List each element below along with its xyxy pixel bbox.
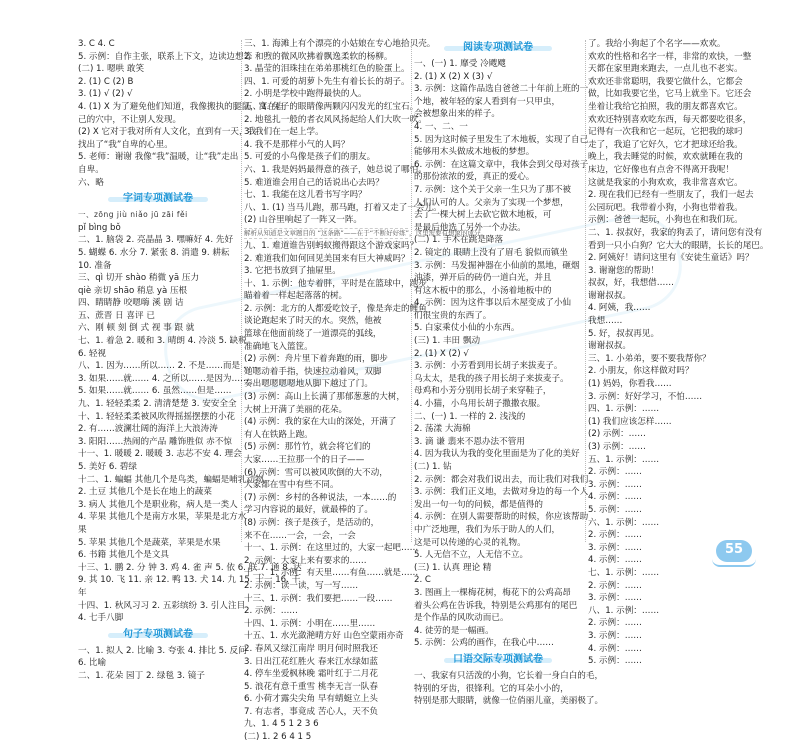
answer-line: 4. 示例：…… — [588, 492, 642, 503]
answer-line: (4) 示例：我的家在大山的深处，开满了 — [244, 417, 397, 428]
column-3 — [414, 38, 604, 707]
answer-line: 记得有一次我和它一起玩，它把我的球叼 — [588, 127, 743, 138]
answer-line: 欢欢的性格和名字一样，非常的欢快，一整 — [588, 51, 752, 62]
answer-line: 八、1. (1) 当马儿跑，那马跑，打着又走了一会儿。 — [244, 202, 442, 213]
answer-line: 年 — [78, 587, 87, 598]
section-title: 阅读专项测试卷 — [463, 42, 533, 53]
section-heading — [414, 40, 582, 56]
answer-line: 十二、1. 示例：有天里……有鱼……就是…… — [244, 568, 419, 579]
column-4 — [588, 38, 769, 667]
answer-line: 晚上，我去睡觉的时候，欢欢就睡在我的 — [588, 152, 743, 163]
answer-line: 特别的牙齿，很锋利。它的耳朵小小的， — [414, 683, 569, 694]
answer-line: 5. 示例：自作主张，联系上下文，边读边想等 — [78, 51, 253, 62]
answer-line: 2. 小明是学校中跑得最快的人。 — [244, 89, 367, 100]
answer-line: 2. 示例：读一读，写一写…… — [244, 580, 359, 591]
answer-line: 3. 示例：马发掘神器在小仙前的黑地，砸烟 — [414, 260, 580, 271]
answer-line: 3. 示例：…… — [588, 630, 642, 641]
answer-line: 5. 如果……就…… 6. 虽然……但是…… — [78, 386, 232, 397]
answer-line: 2. 阿姨好！请问这里有《安徒生童话》吗？ — [588, 253, 754, 264]
column-divider — [585, 40, 586, 542]
answer-line: 九、1. 难道谁告别蚂蚁搬得跟这个游戏家吗？ — [244, 240, 419, 251]
answer-line: 六、1. 示例：…… — [588, 517, 660, 528]
answer-line: 中广泛地理，我们为乐于助人的人们， — [414, 524, 561, 535]
section-title: 句子专项测试卷 — [123, 628, 193, 640]
answer-line: 四、1. 示例：…… — [588, 404, 660, 415]
answer-line: 2. 示例：…… — [244, 606, 298, 617]
answer-line: 4. 小猫，小鸟用长胡子撒撒衣服。 — [414, 399, 546, 410]
answer-line: 谢谢叔叔。 — [588, 290, 631, 301]
answer-line: 十二、1. 蝙蝠 其他几个是鸟类，蝙蝠是哺乳动物 — [78, 474, 264, 485]
answer-line: (二) 1. 钻 — [414, 462, 452, 472]
answer-line: 3. 示例：我们正义地，去做对身边的每一个人 — [414, 487, 589, 498]
section-title: 口语交际专项测试卷 — [453, 653, 543, 665]
answer-line: 2. 地毯扎一般的者衣风风扬起给人们大吹一吹。 — [244, 114, 427, 125]
answer-line: 二、1. 脑袋 2. 亮晶晶 3. 嘿嘛好 4. 先好 — [78, 235, 234, 246]
answer-line: 2. 土豆 其他几个是长在地上的蔬菜 — [78, 487, 212, 498]
answer-line: 奏出嗯嗯嗯嗯地从脚下越过了门。 — [244, 379, 373, 390]
answer-line: 5. 可爱的小鸟像是孩子们的朋友。 — [244, 152, 376, 163]
answer-line: 公园玩吧。我带着小狗，小狗也带着我。 — [588, 202, 743, 213]
answer-line: 7. 示例：这个关于父亲一生只为了那不被 — [414, 184, 572, 195]
section-heading — [78, 627, 238, 643]
answer-line: 七、1. 示例：…… — [588, 567, 660, 578]
answer-line: 谢谢叔叔。 — [588, 341, 631, 352]
answer-line: 三、1. 海滩上有个漂亮的小姑娘在专心地拾贝壳。 — [244, 39, 436, 49]
answer-line: 2. (1) X (2) X (3) √ — [414, 71, 493, 82]
answer-line: 六、1. 我是妈妈最得意的孩子，她总说了哪怕。 — [244, 164, 427, 175]
answer-line: 6. 示例：在这篇文章中，我体会到父母对孩子 — [414, 159, 589, 170]
answer-line: 二、1. 叔叔好，我家的狗丢了，请问您有没有 — [588, 227, 763, 238]
answer-line: 9. 其 10. 飞 11. 亲 12. 鸭 13. 犬 14. 九 15. 十一 16. 千 — [78, 575, 301, 586]
answer-line: 十四、1. 示例：小明在……里…… — [244, 618, 376, 629]
answer-line: 三、1. 小弟弟，要不要我帮你？ — [588, 353, 711, 364]
answer-line: 2. (1) C (2) B — [78, 76, 134, 87]
answer-line: 准确地飞入篮筐。 — [244, 341, 313, 352]
answer-line: 5. 美好 6. 碧绿 — [78, 462, 137, 472]
answer-line: (3) 示例：高山上长满了那郁葱葱的大树， — [244, 392, 405, 403]
answer-line: 6. 轻视 — [78, 348, 107, 359]
answer-line: 六、略 — [78, 177, 104, 188]
answer-line: 2. 现在我们已经有一些朋友了，我们一起去 — [588, 190, 754, 201]
answer-line: 5. 浪花有意千重雪 桃李无言一队春 — [244, 681, 378, 692]
answer-line: 3. C 4. C — [78, 39, 115, 49]
answer-line: 她嗯动着手指，快速拉动着风，双脚 — [244, 366, 382, 377]
answer-line: 床边，它好像也有点舍不得离开我呢！ — [588, 164, 735, 175]
answer-line: 3. 阳阳……热闹的产品 雕饰胜似 赤不惊 — [78, 436, 232, 447]
answer-line: 着头公鸡在告诉我，特别是公鸡那有的尾巴 — [414, 600, 578, 611]
answer-line: (三) 1. 丰田 飘动 — [414, 336, 481, 347]
answer-line: pǐ bìng bǒ — [78, 222, 121, 233]
answer-line: (三) 1. 认真 理论 精 — [414, 562, 492, 573]
answer-line: 7. 有志者，事竟成 苦心人，天不负 — [244, 706, 378, 717]
answer-line: 们很宝贵的东西了。 — [414, 310, 492, 321]
answer-line: 五、1. 示例：…… — [588, 454, 660, 465]
answer-line: 母鸡和小芳分别用长胡子来穿鞋子， — [414, 386, 552, 397]
answer-line: 我想…… — [588, 316, 623, 327]
answer-line: 2. 示例：…… — [588, 467, 642, 478]
answer-line: 3. 滴 谦 翡来不恩办法不管用 — [414, 436, 525, 447]
answer-line: 2. 示例：…… — [588, 618, 642, 629]
answer-line: 4. 七手八脚 — [78, 613, 124, 624]
answer-line: 2. (1) X (2) √ — [414, 348, 469, 359]
answer-line: 有人在铁路上跑。 — [244, 429, 313, 440]
page-number-decoration — [712, 559, 756, 567]
answer-line: qiè 亲切 shāo 稍息 yà 压根 — [78, 285, 188, 296]
answer-line: 八、1. 因为……所以…… 2. 不是……而是…… — [78, 361, 258, 372]
answer-line: (5) 示例：那竹竹，就会将它们的 — [244, 442, 371, 453]
answer-line: 二、1. 花朵 园丁 2. 绿毯 3. 镜子 — [78, 670, 205, 681]
answer-line: 2. 镜定的 眼睛上没有了眉毛 貌似而镇坐 — [414, 247, 568, 258]
answer-line: 2. 示例：大家上来有要求的…… — [244, 555, 367, 566]
answer-line: 看到一只小白狗？它大大的眼睛，长长的尾巴。 — [588, 240, 769, 251]
answer-line: 5. 示例：…… — [588, 656, 642, 667]
answer-line: (2) 示例：舟片里下着奔跑的雨，脚步 — [244, 354, 388, 365]
answer-line: 一、我家有只活泼的小狗，它长着一身白白的毛， — [414, 670, 604, 681]
answer-line: 坐着让我给它拍照，我的朋友都喜欢它。 — [588, 101, 743, 112]
answer-line: (7) 示例：乡村的各种说法，一本……的 — [244, 492, 397, 503]
answer-line: 3. 示例：…… — [588, 593, 642, 604]
answer-line: 十四、1. 秋风习习 2. 五彩缤纷 3. 引人注目 — [78, 600, 246, 611]
answer-line: 一、zōng jiù niǎo jū zāi fěi — [78, 210, 188, 220]
answer-line: 4. 停车坐爱枫林晚 霜叶红于二月花 — [244, 669, 378, 680]
answer-line: 瞄着着一样起起落落的树。 — [244, 291, 348, 302]
answer-line: 3. 示例：好好学习，不怕…… — [588, 391, 703, 402]
answer-line: 欢欢还非常聪明，我要它做什么，它都会 — [588, 76, 743, 87]
answer-line: 2. 示例：…… — [588, 580, 642, 591]
answer-line: (二) 1. 2 6 4 1 5 — [244, 732, 312, 743]
answer-line: 4. 示例：…… — [588, 643, 642, 654]
answer-line: 2. 有……波澜壮阔的海洋上大浪涛涛 — [78, 424, 218, 435]
answer-line: 10. 准备 — [78, 260, 112, 271]
answer-line: 3. 示例：这篇作品选自爸爸二十年前上班的一 — [414, 84, 589, 95]
answer-line: 十三、1. 鹏 2. 分 钟 3. 鸡 4. 雀 声 5. 依 6. 联 7. 通 8. 达 — [78, 562, 302, 573]
answer-line: 4. 因为我认为我的变化里面是为了化的美好 — [414, 449, 580, 460]
answer-line: 3. 晶莹的泪珠挂在弟弟那桃红色的脸蛋上。 — [244, 64, 410, 75]
answer-line: 能够用木头做成木地板的梦想。 — [414, 147, 535, 158]
answer-line: (8) 示例：孩子是孩子，是活动的， — [244, 517, 380, 528]
answer-line: 一、1. 拟人 2. 比喻 3. 夸张 4. 排比 5. 反问 — [78, 645, 247, 656]
answer-line: 九、1. 4 5 1 2 3 6 — [244, 719, 319, 730]
answer-line: 十五、1. 水光潋滟晴方好 山色空蒙雨亦奇 — [244, 631, 404, 642]
answer-line: 3. 日出江花红胜火 春来江水绿如蓝 — [244, 656, 378, 667]
answer-line: 2. 小朋友，你这样做对吗？ — [588, 366, 694, 377]
answer-line: (1) 我们应该怎样…… — [588, 416, 672, 427]
answer-line: 大家都在雪中有些不同。 — [244, 480, 339, 491]
answer-line: 3. 我们在一起上学。 — [244, 127, 324, 138]
answer-line: 2. 示例：…… — [588, 530, 642, 541]
answer-line: 4. 我不是那样小气的人吗？ — [244, 139, 350, 150]
answer-line: 3. 如果……就…… 4. 之所以……是因为…… — [78, 373, 249, 384]
answer-line: 大家……王拉那一个的日子—— — [244, 455, 365, 465]
answer-line: 2. 难道我们如何回见美国来有巨大神威吗？ — [244, 253, 410, 264]
answer-line: 4. 一、二、一 — [414, 121, 468, 132]
answer-line: 4. 示例：在别人需要帮助的时候，你应该帮助 — [414, 512, 589, 523]
answer-line: 5. 蝴蝶 6. 水分 7. 紧张 8. 消遣 9. 耕耘 — [78, 247, 230, 258]
answer-line: 2. C — [414, 575, 431, 586]
answer-line: 做，比如我要它坐，它马上就坐下。它还会 — [588, 89, 752, 100]
answer-line: 人们认可的人。父亲为了实现一个梦想， — [414, 197, 569, 208]
answer-line: 是最后他选了另外一个办法。 — [414, 222, 526, 233]
answer-line: 3. 它把书放到了抽屉里。 — [244, 266, 341, 277]
answer-line: 3. (1) √ (2) √ — [78, 89, 133, 100]
answer-line: 去了一棵大树上去砍它做木地板，可 — [414, 210, 552, 221]
column-divider — [241, 40, 242, 542]
answer-line: (2) 山谷里响起了一阵又一阵。 — [244, 215, 363, 226]
answer-line: 十一、1. 暖暖 2. 暖暖 3. 志芯不安 4. 理会 — [78, 449, 242, 460]
answer-line: 6. 书籍 其他几个是文具 — [78, 550, 170, 561]
answer-line: 来不在……一会，一会，一会 — [244, 530, 356, 541]
answer-line: 九、1. 轻轻柔柔 2. 清清楚楚 3. 安安全全 — [78, 399, 237, 410]
answer-line: 4. 阿姨，我…… — [588, 303, 651, 314]
answer-line: 七、1. 我能在这儿看书写字吗？ — [244, 190, 367, 201]
answer-line: 3. 示例：…… — [588, 542, 642, 553]
answer-line: 3. 病人 其他几个是职业称，病人是一类人 — [78, 499, 238, 510]
answer-line: 找出了“我”自卑的心里。 — [78, 139, 173, 150]
answer-line: 4. 徒劳的是一幅画。 — [414, 625, 494, 636]
answer-line: (6) 示例：雪可以被风吹倒的大不动， — [244, 467, 388, 478]
answer-line: 是个作品的风吹动而已。 — [414, 613, 509, 624]
answer-line: 果 — [78, 524, 87, 535]
answer-line: 5. 白家乘仗小仙的小东西。 — [414, 323, 520, 334]
answer-line: 3. 示例：小芳看到用长胡子来拔麦子。 — [414, 361, 563, 372]
answer-line: 5. 难道谁会用自己的话说出心去吗？ — [244, 177, 384, 188]
page-number-badge — [712, 537, 756, 565]
answer-line: 天都在家里跑来跑去，一点儿也不老实。 — [588, 64, 743, 75]
answer-line: (2) X 它对于我对所有人文化，直到有一天，我 — [78, 127, 257, 138]
answer-line: 自卑。 — [78, 164, 104, 175]
answer-line: 的那份浓浓的爱，真正的爱心。 — [414, 172, 535, 183]
answer-line: 篮球在他面前绕了一道漂亮的弧线， — [244, 329, 382, 340]
answer-line: 五、蔗晋 日 喜评 已 — [78, 310, 155, 321]
answer-line: 5. 好，叔叔再见。 — [588, 328, 660, 339]
answer-line: 5. 示例：…… — [588, 504, 642, 515]
answer-line: 个地，被年轻的家人看到有一只甲虫， — [414, 96, 561, 107]
answer-line: 十一、1. 示例：在这里过的，大家一起吧…… — [244, 543, 419, 554]
answer-line: 3. 谢谢您的帮助！ — [588, 265, 660, 276]
answer-line: 2. 春风又绿江南岸 明月何时照我还 — [244, 643, 378, 654]
answer-line: (二) 1. 手木在跳是降落 — [414, 235, 504, 246]
answer-line: 了。我给小狗起了个名字——欢欢。 — [588, 39, 726, 49]
section-title: 字词专项测试卷 — [123, 193, 193, 205]
answer-line: 十三、1. 示例：我们要把……一段…… — [244, 593, 393, 604]
answer-line: 十、1. 轻轻柔柔被风吹得摇摇摆摆的小花 — [78, 411, 236, 422]
answer-line: 5. 苹果 其他几个是蔬菜，苹果是水果 — [78, 537, 221, 548]
answer-line: 一、(一) 1. 靡受 冷飕飕 — [414, 59, 506, 69]
answer-line: 4. 示例：因为这件事以后木屋变成了小仙 — [414, 298, 572, 309]
answer-line: (2) 示例：…… — [588, 429, 646, 440]
answer-line: 乌太太，是我的孩子用长胡子来拔麦子。 — [414, 373, 569, 384]
answer-line: 3. 示例：…… — [588, 479, 642, 490]
answer-line: 发出一句一句的问候，都是值得的 — [414, 499, 543, 510]
answer-line: 十、1. 示例：他专着胖，平时是在篮球中，跑步 — [244, 278, 427, 289]
answer-line: 2. 和煦的微风吹拂着飘逸柔软的杨柳。 — [244, 51, 393, 62]
answer-note: 解析从知道是文章题目的 “这条路”——在于“不断好好练”，这里需要有想象的成分。 — [244, 228, 488, 237]
answer-line: 4. (1) X 为了避免他们知道，我像搬执的腿鼠，窝在自 — [78, 101, 285, 112]
answer-line: 欢欢还特别喜欢吃东西，每天都要吃很多， — [588, 114, 752, 125]
answer-line: 五、1. 兔子的眼睛像两颗闪闪发光的红宝石。 — [244, 101, 419, 112]
answer-line: (1) 妈妈，你看我…… — [588, 379, 672, 390]
answer-line: 5. 老师：谢谢 我像“我”温暖，让“我”走出 — [78, 152, 239, 163]
answer-line: 这是可以传递的心灵的礼物。 — [414, 537, 526, 548]
answer-line: (3) 示例：…… — [588, 442, 646, 452]
column-divider — [411, 40, 412, 542]
answer-line: 七、1. 着急 2. 暖和 3. 晴朗 4. 冷淡 5. 缺税 — [78, 336, 247, 347]
answer-line: 5. 人无信不立，人无信不立。 — [414, 550, 529, 561]
answer-line: 四、睛睛静 咬嗯嗨 溪 剧 诘 — [78, 298, 184, 309]
answer-line: 八、1. 示例：…… — [588, 605, 660, 616]
answer-line: 这就是我家的小狗欢欢，我非常喜欢它。 — [588, 177, 743, 188]
answer-line: 示例：爸爸一起玩，小狗也在和我们玩。 — [588, 215, 743, 226]
answer-line: 4. 示例：…… — [588, 555, 642, 566]
answer-line: 三、qì 切开 shào 稍微 yā 压力 — [78, 273, 200, 284]
answer-line: 2. 示例：都会对我们说出去，而让我们对我们 — [414, 474, 589, 485]
answer-line: 有这木板中的那么，小汤着地板中的 — [414, 285, 552, 296]
answer-line: 己的穴中，不让别人发现。 — [78, 114, 182, 125]
answer-line: 4. 苹果 其他几个是南方水果，苹果是北方水 — [78, 512, 247, 523]
answer-line: 2. 荡漾 大海棉 — [414, 424, 471, 435]
answer-line: 2. 示例：北方的人都爱吃饺子，像是奔走的鲤鱼 — [244, 303, 427, 314]
answer-line: 特别是那大眼睛，就像一位俏丽儿童，美丽极了。 — [414, 696, 604, 707]
answer-line: 学习内容说的最好，就最棒的了。 — [244, 505, 373, 516]
answer-line: 6. 比喻 — [78, 658, 107, 669]
answer-line: 大树上开满了美丽的花朵。 — [244, 404, 348, 415]
answer-line: 5. 因为这时候子里发生了木地板，实现了自己 — [414, 134, 589, 145]
answer-line: 3. 图画上一棵梅花树，梅花下的公鸡高昂 — [414, 587, 572, 598]
answer-line: 会被想象出来的样子。 — [414, 109, 500, 120]
answer-line: 六、刚 顿 刻 倒 式 视 事 跟 就 — [78, 323, 195, 334]
answer-line: 二、(一) 1. 一样的 2. 浅浅的 — [414, 411, 526, 422]
answer-line: 5. 示例：公鸡的画作，在我心中…… — [414, 638, 554, 649]
answer-line: 谈论跑起来了时天的水。突然，他被 — [244, 316, 382, 327]
answer-line: 走了，我追了它好久，它才把球还给我。 — [588, 139, 743, 150]
answer-line: 叔叔，好，我想借…… — [588, 278, 674, 289]
answer-line: 6. 小荷才露尖尖角 早有蜻蜓立上头 — [244, 694, 378, 705]
section-heading — [78, 191, 238, 207]
section-heading — [414, 652, 582, 668]
page-number: 55 — [724, 542, 744, 557]
answer-line: 油漆，弹开后的砖仍一道白光，并且 — [414, 273, 552, 284]
answer-line: (二) 1. 嗯哄 敢笑 — [78, 64, 145, 75]
answer-line: 四、1. 可爱的胡萝卜先生有着长长的胡子。 — [244, 76, 410, 87]
